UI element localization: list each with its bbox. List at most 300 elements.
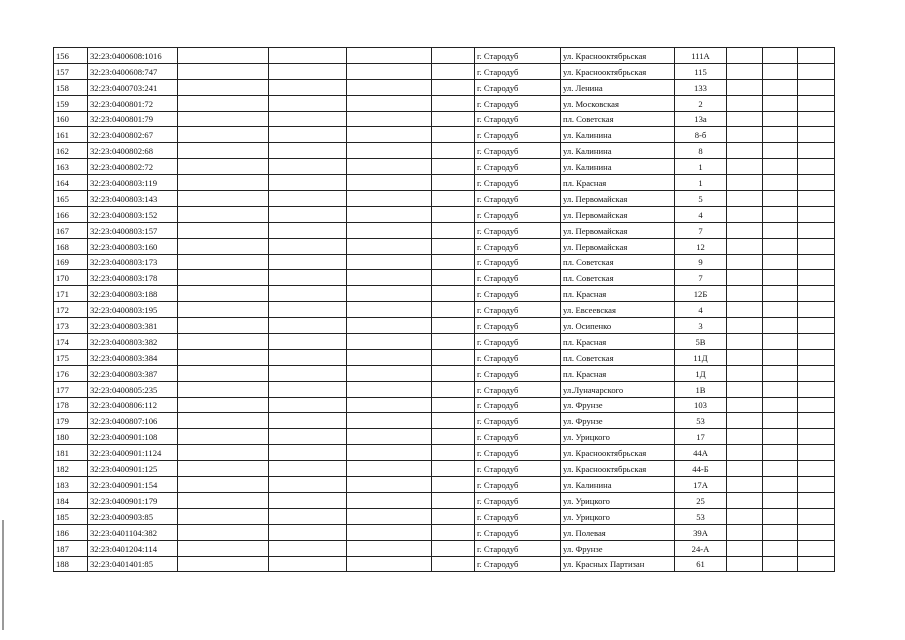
empty-cell xyxy=(763,540,798,556)
empty-cell xyxy=(798,159,835,175)
street-cell: ул. Краснооктябрьская xyxy=(561,48,675,64)
house-number-cell: 12Б xyxy=(675,286,727,302)
empty-cell xyxy=(269,191,347,207)
table-row xyxy=(54,63,835,79)
empty-cell xyxy=(798,381,835,397)
empty-cell xyxy=(269,48,347,64)
empty-cell xyxy=(347,556,432,572)
city-cell: г. Стародуб xyxy=(475,524,561,540)
empty-cell xyxy=(727,349,763,365)
table-row xyxy=(54,127,835,143)
empty-cell xyxy=(347,365,432,381)
cadastral-number-cell: 32:23:0400608:1016 xyxy=(88,48,178,64)
house-number-cell: 25 xyxy=(675,492,727,508)
house-number-cell: 111А xyxy=(675,48,727,64)
empty-cell xyxy=(178,477,269,493)
empty-cell xyxy=(432,381,475,397)
empty-cell xyxy=(763,159,798,175)
row-number-cell: 180 xyxy=(54,429,88,445)
house-number-cell: 2 xyxy=(675,95,727,111)
empty-cell xyxy=(347,413,432,429)
property-registry-table xyxy=(53,47,835,572)
cadastral-number-cell: 32:23:0400802:68 xyxy=(88,143,178,159)
table-row xyxy=(54,206,835,222)
table-row xyxy=(54,79,835,95)
empty-cell xyxy=(269,270,347,286)
house-number-cell: 1В xyxy=(675,381,727,397)
empty-cell xyxy=(178,127,269,143)
empty-cell xyxy=(432,238,475,254)
empty-cell xyxy=(798,206,835,222)
empty-cell xyxy=(347,127,432,143)
empty-cell xyxy=(432,222,475,238)
row-number-cell: 186 xyxy=(54,524,88,540)
city-cell: г. Стародуб xyxy=(475,413,561,429)
empty-cell xyxy=(178,286,269,302)
empty-cell xyxy=(727,127,763,143)
street-cell: пл. Красная xyxy=(561,286,675,302)
street-cell: ул. Фрунзе xyxy=(561,540,675,556)
scan-edge-mark xyxy=(2,520,4,630)
empty-cell xyxy=(178,334,269,350)
empty-cell xyxy=(432,540,475,556)
empty-cell xyxy=(347,445,432,461)
street-cell: пл. Советская xyxy=(561,254,675,270)
empty-cell xyxy=(763,143,798,159)
empty-cell xyxy=(763,127,798,143)
row-number-cell: 163 xyxy=(54,159,88,175)
city-cell: г. Стародуб xyxy=(475,238,561,254)
empty-cell xyxy=(727,79,763,95)
empty-cell xyxy=(727,95,763,111)
house-number-cell: 8 xyxy=(675,143,727,159)
empty-cell xyxy=(178,429,269,445)
empty-cell xyxy=(347,143,432,159)
empty-cell xyxy=(269,334,347,350)
city-cell: г. Стародуб xyxy=(475,127,561,143)
empty-cell xyxy=(763,524,798,540)
street-cell: ул. Евсеевская xyxy=(561,302,675,318)
cadastral-number-cell: 32:23:0400803:173 xyxy=(88,254,178,270)
city-cell: г. Стародуб xyxy=(475,159,561,175)
city-cell: г. Стародуб xyxy=(475,175,561,191)
table-row xyxy=(54,413,835,429)
empty-cell xyxy=(347,334,432,350)
empty-cell xyxy=(432,334,475,350)
cadastral-number-cell: 32:23:0400608:747 xyxy=(88,63,178,79)
cadastral-number-cell: 32:23:0400803:195 xyxy=(88,302,178,318)
empty-cell xyxy=(763,318,798,334)
empty-cell xyxy=(347,508,432,524)
empty-cell xyxy=(763,48,798,64)
empty-cell xyxy=(178,524,269,540)
empty-cell xyxy=(178,318,269,334)
empty-cell xyxy=(727,238,763,254)
table-row xyxy=(54,238,835,254)
empty-cell xyxy=(432,127,475,143)
empty-cell xyxy=(798,79,835,95)
street-cell: ул. Краснооктябрьская xyxy=(561,63,675,79)
empty-cell xyxy=(763,95,798,111)
street-cell: пл. Красная xyxy=(561,175,675,191)
empty-cell xyxy=(727,143,763,159)
empty-cell xyxy=(763,381,798,397)
empty-cell xyxy=(178,63,269,79)
empty-cell xyxy=(347,524,432,540)
empty-cell xyxy=(178,175,269,191)
row-number-cell: 185 xyxy=(54,508,88,524)
empty-cell xyxy=(727,159,763,175)
row-number-cell: 181 xyxy=(54,445,88,461)
street-cell: пл. Советская xyxy=(561,349,675,365)
empty-cell xyxy=(432,159,475,175)
empty-cell xyxy=(727,270,763,286)
city-cell: г. Стародуб xyxy=(475,477,561,493)
empty-cell xyxy=(763,334,798,350)
cadastral-number-cell: 32:23:0400803:152 xyxy=(88,206,178,222)
table-row xyxy=(54,397,835,413)
empty-cell xyxy=(432,461,475,477)
empty-cell xyxy=(432,477,475,493)
row-number-cell: 164 xyxy=(54,175,88,191)
empty-cell xyxy=(763,175,798,191)
house-number-cell: 1 xyxy=(675,159,727,175)
table-row xyxy=(54,461,835,477)
row-number-cell: 166 xyxy=(54,206,88,222)
empty-cell xyxy=(727,63,763,79)
empty-cell xyxy=(763,508,798,524)
cadastral-number-cell: 32:23:0400807:106 xyxy=(88,413,178,429)
empty-cell xyxy=(798,334,835,350)
cadastral-number-cell: 32:23:0400901:125 xyxy=(88,461,178,477)
empty-cell xyxy=(269,63,347,79)
street-cell: ул. Калинина xyxy=(561,127,675,143)
empty-cell xyxy=(763,238,798,254)
empty-cell xyxy=(178,461,269,477)
cadastral-number-cell: 32:23:0400803:178 xyxy=(88,270,178,286)
empty-cell xyxy=(798,302,835,318)
empty-cell xyxy=(798,397,835,413)
row-number-cell: 172 xyxy=(54,302,88,318)
empty-cell xyxy=(269,508,347,524)
empty-cell xyxy=(798,270,835,286)
empty-cell xyxy=(763,79,798,95)
house-number-cell: 24-А xyxy=(675,540,727,556)
empty-cell xyxy=(727,413,763,429)
cadastral-number-cell: 32:23:0400901:154 xyxy=(88,477,178,493)
city-cell: г. Стародуб xyxy=(475,349,561,365)
street-cell: ул. Краснооктябрьская xyxy=(561,445,675,461)
row-number-cell: 161 xyxy=(54,127,88,143)
empty-cell xyxy=(347,349,432,365)
cadastral-number-cell: 32:23:0401104:382 xyxy=(88,524,178,540)
cadastral-number-cell: 32:23:0400803:119 xyxy=(88,175,178,191)
empty-cell xyxy=(347,175,432,191)
city-cell: г. Стародуб xyxy=(475,381,561,397)
empty-cell xyxy=(763,461,798,477)
house-number-cell: 53 xyxy=(675,508,727,524)
empty-cell xyxy=(269,95,347,111)
table-row xyxy=(54,254,835,270)
empty-cell xyxy=(347,492,432,508)
cadastral-number-cell: 32:23:0400803:381 xyxy=(88,318,178,334)
city-cell: г. Стародуб xyxy=(475,540,561,556)
empty-cell xyxy=(798,413,835,429)
house-number-cell: 53 xyxy=(675,413,727,429)
house-number-cell: 5В xyxy=(675,334,727,350)
house-number-cell: 1Д xyxy=(675,365,727,381)
row-number-cell: 178 xyxy=(54,397,88,413)
empty-cell xyxy=(347,206,432,222)
street-cell: ул. Урицкого xyxy=(561,508,675,524)
empty-cell xyxy=(347,191,432,207)
city-cell: г. Стародуб xyxy=(475,334,561,350)
empty-cell xyxy=(347,461,432,477)
house-number-cell: 17А xyxy=(675,477,727,493)
empty-cell xyxy=(798,286,835,302)
empty-cell xyxy=(347,111,432,127)
empty-cell xyxy=(269,175,347,191)
empty-cell xyxy=(347,286,432,302)
table-row xyxy=(54,334,835,350)
row-number-cell: 182 xyxy=(54,461,88,477)
cadastral-number-cell: 32:23:0400901:179 xyxy=(88,492,178,508)
empty-cell xyxy=(763,477,798,493)
empty-cell xyxy=(432,191,475,207)
street-cell: ул. Краснооктябрьская xyxy=(561,461,675,477)
empty-cell xyxy=(347,79,432,95)
row-number-cell: 184 xyxy=(54,492,88,508)
empty-cell xyxy=(763,302,798,318)
empty-cell xyxy=(727,222,763,238)
empty-cell xyxy=(798,238,835,254)
empty-cell xyxy=(269,238,347,254)
empty-cell xyxy=(269,445,347,461)
empty-cell xyxy=(178,222,269,238)
empty-cell xyxy=(347,429,432,445)
row-number-cell: 174 xyxy=(54,334,88,350)
empty-cell xyxy=(178,254,269,270)
table-row xyxy=(54,143,835,159)
house-number-cell: 4 xyxy=(675,302,727,318)
street-cell: ул. Калинина xyxy=(561,477,675,493)
empty-cell xyxy=(269,429,347,445)
empty-cell xyxy=(727,381,763,397)
empty-cell xyxy=(727,191,763,207)
empty-cell xyxy=(269,477,347,493)
empty-cell xyxy=(763,492,798,508)
cadastral-number-cell: 32:23:0400803:384 xyxy=(88,349,178,365)
empty-cell xyxy=(432,302,475,318)
empty-cell xyxy=(432,143,475,159)
empty-cell xyxy=(269,206,347,222)
empty-cell xyxy=(178,540,269,556)
house-number-cell: 133 xyxy=(675,79,727,95)
empty-cell xyxy=(347,254,432,270)
city-cell: г. Стародуб xyxy=(475,397,561,413)
street-cell: ул. Красных Партизан xyxy=(561,556,675,572)
table-row xyxy=(54,540,835,556)
house-number-cell: 3 xyxy=(675,318,727,334)
empty-cell xyxy=(178,191,269,207)
row-number-cell: 187 xyxy=(54,540,88,556)
table-row xyxy=(54,524,835,540)
empty-cell xyxy=(269,413,347,429)
empty-cell xyxy=(798,540,835,556)
empty-cell xyxy=(727,429,763,445)
house-number-cell: 44-Б xyxy=(675,461,727,477)
empty-cell xyxy=(727,254,763,270)
empty-cell xyxy=(727,540,763,556)
empty-cell xyxy=(727,524,763,540)
empty-cell xyxy=(727,111,763,127)
table-row xyxy=(54,429,835,445)
empty-cell xyxy=(798,524,835,540)
street-cell: ул. Фрунзе xyxy=(561,413,675,429)
empty-cell xyxy=(727,461,763,477)
city-cell: г. Стародуб xyxy=(475,111,561,127)
row-number-cell: 183 xyxy=(54,477,88,493)
row-number-cell: 159 xyxy=(54,95,88,111)
house-number-cell: 7 xyxy=(675,270,727,286)
table-row xyxy=(54,302,835,318)
empty-cell xyxy=(347,95,432,111)
empty-cell xyxy=(727,175,763,191)
table-row xyxy=(54,492,835,508)
cadastral-number-cell: 32:23:0400802:67 xyxy=(88,127,178,143)
empty-cell xyxy=(727,477,763,493)
row-number-cell: 168 xyxy=(54,238,88,254)
empty-cell xyxy=(798,492,835,508)
street-cell: пл. Советская xyxy=(561,111,675,127)
row-number-cell: 170 xyxy=(54,270,88,286)
empty-cell xyxy=(347,159,432,175)
empty-cell xyxy=(269,318,347,334)
table-row xyxy=(54,556,835,572)
empty-cell xyxy=(798,191,835,207)
house-number-cell: 7 xyxy=(675,222,727,238)
empty-cell xyxy=(269,349,347,365)
empty-cell xyxy=(763,270,798,286)
empty-cell xyxy=(432,254,475,270)
table-row xyxy=(54,191,835,207)
empty-cell xyxy=(763,111,798,127)
city-cell: г. Стародуб xyxy=(475,63,561,79)
house-number-cell: 1 xyxy=(675,175,727,191)
street-cell: ул. Калинина xyxy=(561,159,675,175)
empty-cell xyxy=(798,222,835,238)
empty-cell xyxy=(727,48,763,64)
empty-cell xyxy=(763,413,798,429)
empty-cell xyxy=(763,429,798,445)
empty-cell xyxy=(763,222,798,238)
cadastral-number-cell: 32:23:0400901:1124 xyxy=(88,445,178,461)
empty-cell xyxy=(798,143,835,159)
table-row xyxy=(54,365,835,381)
empty-cell xyxy=(178,159,269,175)
street-cell: ул. Первомайская xyxy=(561,222,675,238)
empty-cell xyxy=(178,397,269,413)
empty-cell xyxy=(432,445,475,461)
city-cell: г. Стародуб xyxy=(475,445,561,461)
registry-table-body xyxy=(54,48,835,572)
empty-cell xyxy=(178,349,269,365)
city-cell: г. Стародуб xyxy=(475,95,561,111)
empty-cell xyxy=(178,302,269,318)
house-number-cell: 103 xyxy=(675,397,727,413)
empty-cell xyxy=(798,111,835,127)
empty-cell xyxy=(178,381,269,397)
empty-cell xyxy=(798,318,835,334)
cadastral-number-cell: 32:23:0400805:235 xyxy=(88,381,178,397)
cadastral-number-cell: 32:23:0400803:188 xyxy=(88,286,178,302)
empty-cell xyxy=(178,143,269,159)
house-number-cell: 12 xyxy=(675,238,727,254)
street-cell: ул. Первомайская xyxy=(561,206,675,222)
city-cell: г. Стародуб xyxy=(475,79,561,95)
house-number-cell: 44А xyxy=(675,445,727,461)
empty-cell xyxy=(798,349,835,365)
empty-cell xyxy=(432,397,475,413)
empty-cell xyxy=(269,286,347,302)
empty-cell xyxy=(798,254,835,270)
table-row xyxy=(54,159,835,175)
row-number-cell: 158 xyxy=(54,79,88,95)
empty-cell xyxy=(347,302,432,318)
empty-cell xyxy=(798,508,835,524)
empty-cell xyxy=(347,381,432,397)
house-number-cell: 9 xyxy=(675,254,727,270)
empty-cell xyxy=(798,365,835,381)
empty-cell xyxy=(798,95,835,111)
row-number-cell: 188 xyxy=(54,556,88,572)
empty-cell xyxy=(763,445,798,461)
empty-cell xyxy=(432,270,475,286)
row-number-cell: 179 xyxy=(54,413,88,429)
empty-cell xyxy=(763,556,798,572)
table-row xyxy=(54,318,835,334)
cadastral-number-cell: 32:23:0401401:85 xyxy=(88,556,178,572)
empty-cell xyxy=(432,95,475,111)
empty-cell xyxy=(727,302,763,318)
row-number-cell: 162 xyxy=(54,143,88,159)
empty-cell xyxy=(798,445,835,461)
city-cell: г. Стародуб xyxy=(475,302,561,318)
empty-cell xyxy=(178,413,269,429)
city-cell: г. Стародуб xyxy=(475,492,561,508)
empty-cell xyxy=(432,492,475,508)
empty-cell xyxy=(763,397,798,413)
house-number-cell: 8-б xyxy=(675,127,727,143)
empty-cell xyxy=(269,222,347,238)
row-number-cell: 177 xyxy=(54,381,88,397)
city-cell: г. Стародуб xyxy=(475,254,561,270)
empty-cell xyxy=(798,48,835,64)
row-number-cell: 160 xyxy=(54,111,88,127)
empty-cell xyxy=(269,127,347,143)
city-cell: г. Стародуб xyxy=(475,48,561,64)
city-cell: г. Стародуб xyxy=(475,461,561,477)
empty-cell xyxy=(178,238,269,254)
empty-cell xyxy=(727,286,763,302)
row-number-cell: 157 xyxy=(54,63,88,79)
table-row xyxy=(54,381,835,397)
row-number-cell: 176 xyxy=(54,365,88,381)
empty-cell xyxy=(178,48,269,64)
empty-cell xyxy=(727,206,763,222)
city-cell: г. Стародуб xyxy=(475,286,561,302)
empty-cell xyxy=(727,508,763,524)
